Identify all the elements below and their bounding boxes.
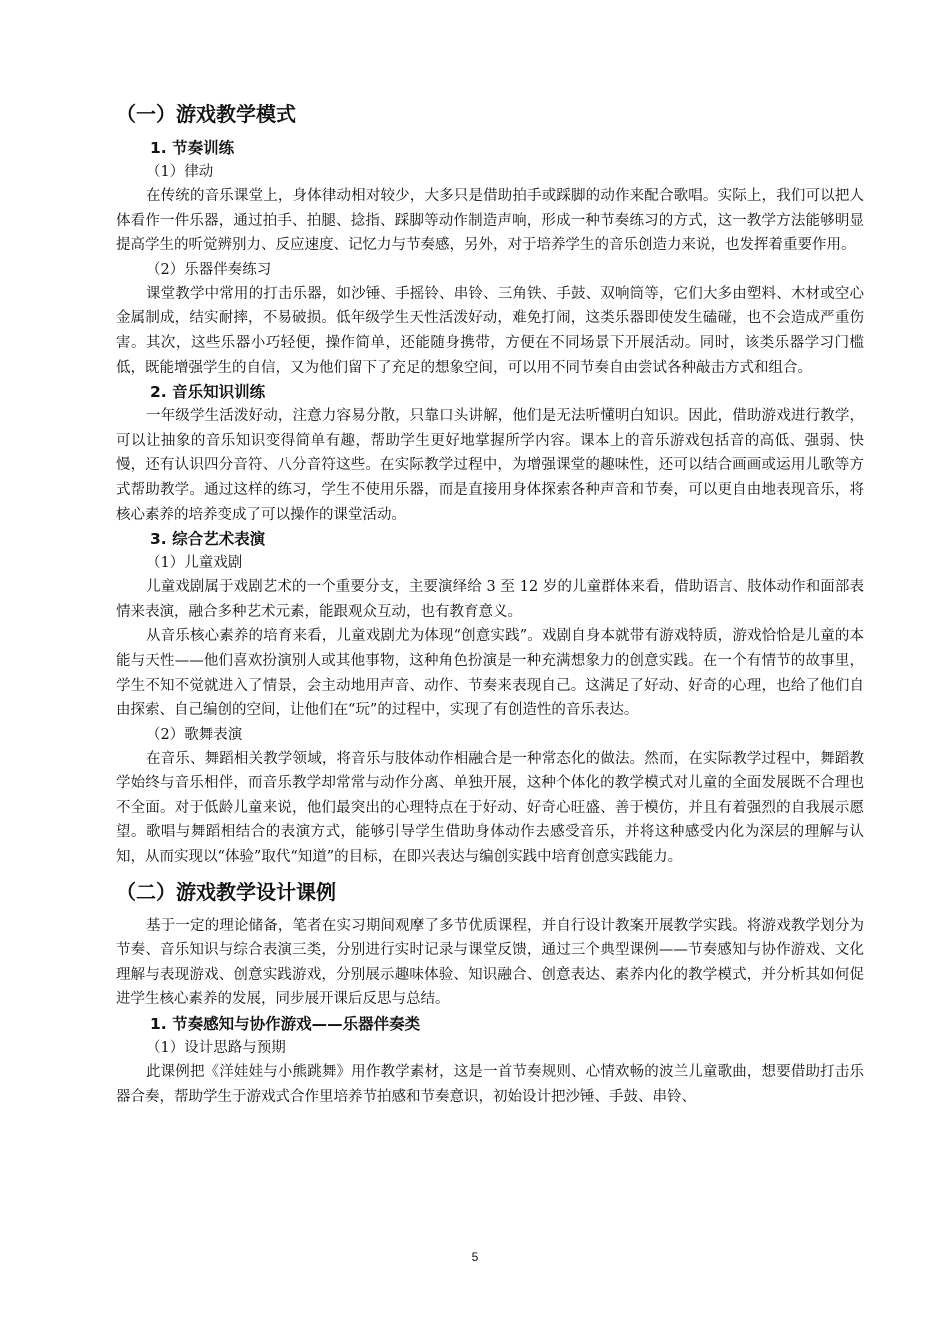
item-heading-childrens-drama: （1）儿童戏剧 bbox=[146, 555, 243, 572]
section-heading-game-teaching-mode: （一）游戏教学模式 bbox=[116, 102, 296, 126]
paragraph-song-dance: 在音乐、舞蹈相关教学领域，将音乐与肢体动作相融合是一种常态化的做法。然而，在实际教学过程中，舞蹈教学始终与音乐相伴，而音乐教学却常常与动作分离、单独开展，这种个体化的教学模式对儿童的全面发展既不合理也不全面。对于低龄儿童来说，他们最突出的心理特点在于好动、好奇心旺盛、善于模仿，并且有着强烈的自我展示愿望。歌唱与舞蹈相结合的表演方式，能够引导学生借助身体动作去感受音乐，并将这种感受内化为深层的理解与认知，从而实现以“体验”取代“知道”的目标，在即兴表达与编创实践中培育创意实践能力。 bbox=[116, 750, 864, 866]
paragraph-childrens-drama-2: 从音乐核心素养的培育来看，儿童戏剧尤为体现“创意实践”。戏剧自身本就带有游戏特质，游戏恰恰是儿童的本能与天性——他们喜欢扮演别人或其他事物，这种角色扮演是一种充满想象力的创意实践。在一个有情节的故事里，学生不知不觉就进入了情景，会主动地用声音、动作、节奏来表现自己。这满足了好动、好奇的心理，也给了他们自由探索、自己编创的空间，让他们在“玩”的过程中，实现了有创造性的音乐表达。 bbox=[116, 628, 864, 719]
subsection-heading-rhythm-training: 1. 节奏训练 bbox=[150, 139, 235, 157]
paragraph-design-idea: 此课例把《洋娃娃与小熊跳舞》用作教学素材，这是一首节奏规则、心情欢畅的波兰儿童歌曲，想要借助打击乐器合奏，帮助学生于游戏式合作里培养节拍感和节奏意识，初始设计把沙锤、手鼓、串铃、 bbox=[116, 1064, 864, 1105]
subsection-heading-rhythm-cooperation-game: 1. 节奏感知与协作游戏——乐器伴奏类 bbox=[150, 1015, 421, 1034]
subsection-heading-music-knowledge: 2. 音乐知识训练 bbox=[150, 383, 266, 402]
item-heading-design-idea: （1）设计思路与预期 bbox=[146, 1040, 286, 1057]
subsection-heading-comprehensive-performance: 3. 综合艺术表演 bbox=[150, 530, 266, 549]
paragraph-design-intro: 基于一定的理论储备，笔者在实习期间观摩了多节优质课程，并自行设计教案开展教学实践。将游戏教学划分为节奏、音乐知识与综合表演三类，分别进行实时记录与课堂反馈，通过三个典型课例——节奏感知与协作游戏、文化理解与表现游戏、创意实践游戏，分别展示趣味体验、知识融合、创意表达、素养内化的教学模式，并分析其如何促进学生核心素养的发展，同步展开课后反思与总结。 bbox=[116, 917, 864, 1008]
section-heading-game-design-cases: （二）游戏教学设计课例 bbox=[116, 879, 336, 904]
paragraph-music-knowledge: 一年级学生活泼好动，注意力容易分散，只靠口头讲解，他们是无法听懂明白知识。因此，借助游戏进行教学，可以让抽象的音乐知识变得简单有趣，帮助学生更好地掌握所学内容。课本上的音乐游戏包括音的高低、强弱、快慢，还有认识四分音符、八分音符这些。在实际教学过程中，为增强课堂的趣味性，还可以结合画画或运用儿歌等方式帮助教学。通过这样的练习，学生不使用乐器，而是直接用身体探索各种声音和节奏，可以更自由地表现音乐，将核心素养的培养变成了可以操作的课堂活动。 bbox=[116, 408, 864, 523]
paragraph-rhythmic-movement: 在传统的音乐课堂上，身体律动相对较少，大多只是借助拍手或踩脚的动作来配合歌唱。实际上，我们可以把人体看作一件乐器，通过拍手、拍腿、捻指、踩脚等动作制造声响，形成一种节奏练习的方式，这一教学方法能够明显提高学生的听觉辨别力、反应速度、记忆力与节奏感，另外，对于培养学生的音乐创造力来说，也发挥着重要作用。 bbox=[116, 188, 864, 254]
paragraph-childrens-drama-1: 儿童戏剧属于戏剧艺术的一个重要分支，主要演绎给 3 至 12 岁的儿童群体来看，借助语言、肢体动作和面部表情来表演，融合多种艺术元素，能跟观众互动，也有教育意义。 bbox=[116, 579, 864, 620]
item-heading-rhythmic-movement: （1）律动 bbox=[146, 164, 214, 180]
paragraph-instrument-accompaniment: 课堂教学中常用的打击乐器，如沙锤、手摇铃、串铃、三角铁、手鼓、双响筒等，它们大多由塑料、木材或空心金属制成，结实耐摔，不易破损。低年级学生天性活泼好动，难免打闹，这类乐器即使发生磕碰，也不会造成严重伤害。其次，这些乐器小巧轻便，操作简单，还能随身携带，方便在不同场景下开展活动。同时，该类乐器学习门槛低，既能增强学生的自信，又为他们留下了充足的想象空间，可以用不同节奏自由尝试各种敲击方式和组合。 bbox=[116, 285, 864, 376]
item-heading-instrument-accompaniment: （2）乐器伴奏练习 bbox=[146, 261, 272, 278]
item-heading-song-dance: （2）歌舞表演 bbox=[146, 726, 243, 743]
page-content bbox=[116, 100, 864, 1109]
page-number: 5 bbox=[471, 1250, 479, 1264]
